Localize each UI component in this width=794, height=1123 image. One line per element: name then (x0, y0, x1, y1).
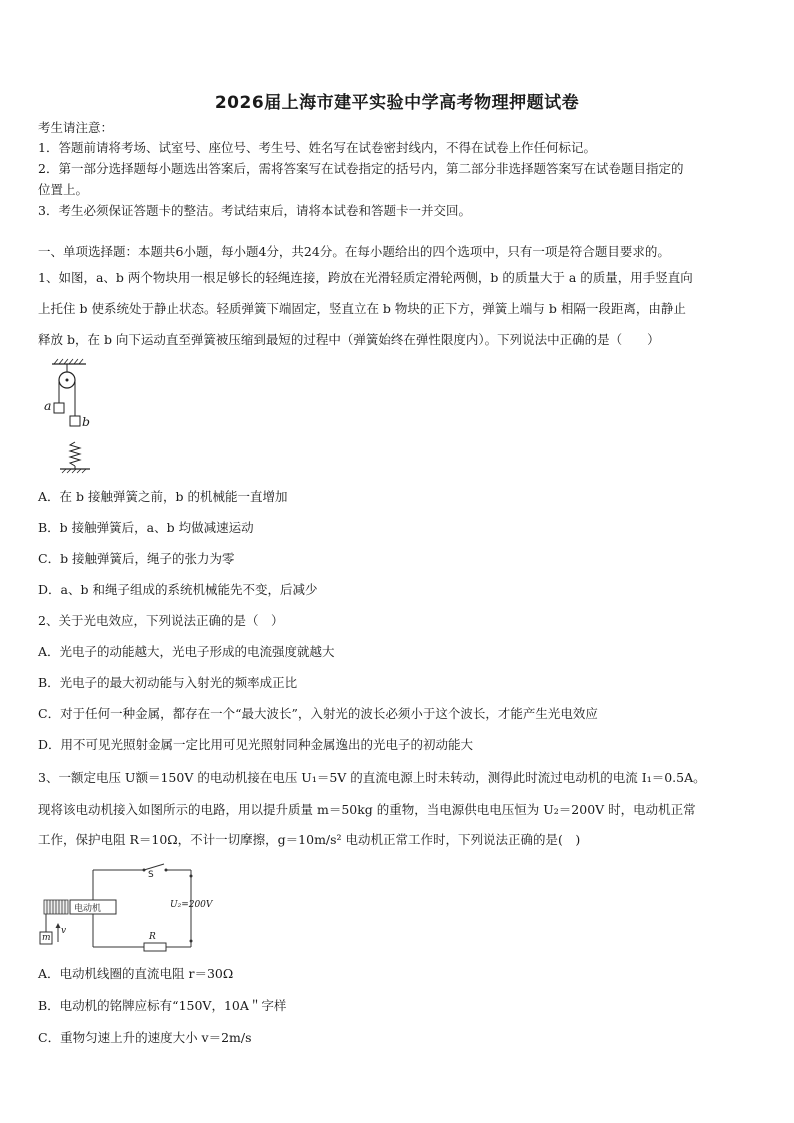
q1-pulley-figure (38, 358, 108, 478)
q2-option-a: A．光电子的动能越大，光电子形成的电流强度就越大 (38, 644, 335, 659)
q1-label-a: a (44, 398, 52, 413)
q3-option-b: B．电动机的铭牌应标有“150V，10A＂字样 (38, 998, 287, 1013)
q3-option-a: A．电动机线圈的直流电阻 r＝30Ω (38, 966, 234, 981)
q1-option-c: C．b 接触弹簧后，绳子的张力为零 (38, 551, 235, 566)
q2-option-c: C．对于任何一种金属，都存在一个“最大波长”，入射光的波长必须小于这个波长，才能产生光电效应 (38, 706, 598, 721)
q3-label-switch: S (148, 870, 154, 880)
q2-stem: 2、关于光电效应，下列说法正确的是（ ） (38, 613, 284, 628)
q1-stem-line-1: 1、如图，a、b 两个物块用一根足够长的轻绳连接，跨放在光滑轻质定滑轮两侧，b 的质量大于 a 的质量，用手竖直向 (38, 270, 693, 285)
notice-item-1: 1．答题前请将考场、试室号、座位号、考生号、姓名写在试卷密封线内，不得在试卷上作任何标记。 (38, 140, 596, 155)
q3-stem-line-2: 现将该电动机接入如图所示的电路，用以提升质量 m＝50kg 的重物，当电源供电电压恒为 U₂＝200V 时，电动机正常 (38, 802, 696, 817)
q3-stem-line-3: 工作，保护电阻 R＝10Ω，不计一切摩擦，g＝10m/s² 电动机正常工作时，下列说法正确的是( ) (38, 832, 581, 847)
q1-stem-line-3: 释放 b，在 b 向下运动直至弹簧被压缩到最短的过程中（弹簧始终在弹性限度内）。下列说法中正确的是（ ） (38, 332, 660, 347)
q3-label-resistor: R (149, 932, 156, 942)
q1-stem-line-2: 上托住 b 使系统处于静止状态。轻质弹簧下端固定，竖直立在 b 物块的正下方，弹簧上端与 b 相隔一段距离，由静止 (38, 301, 686, 316)
q3-option-c: C．重物匀速上升的速度大小 v＝2m/s (38, 1030, 252, 1045)
page-title: 2026届上海市建平实验中学高考物理押题试卷 (214, 93, 580, 113)
notice-heading: 考生请注意： (38, 120, 114, 135)
notice-item-2-cont: 位置上。 (38, 182, 89, 197)
q1-option-d: D．a、b 和绳子组成的系统机械能先不变，后减少 (38, 582, 318, 597)
q3-label-voltage: U₂=200V (170, 900, 213, 910)
notice-item-2: 2．第一部分选择题每小题选出答案后，需将答案写在试卷指定的括号内，第二部分非选择题答案写在试卷题目指定的 (38, 161, 684, 176)
q3-label-motor: 电动机 (74, 904, 102, 914)
q3-label-velocity: v (61, 926, 67, 936)
q1-option-a: A．在 b 接触弹簧之前，b 的机械能一直增加 (38, 489, 288, 504)
q1-label-b: b (82, 414, 91, 429)
notice-item-3: 3．考生必须保证答题卡的整洁。考试结束后，请将本试卷和答题卡一并交回。 (38, 203, 471, 218)
q3-stem-line-1: 3、一额定电压 U额＝150V 的电动机接在电压 U₁＝5V 的直流电源上时未转动，测得此时流过电动机的电流 I₁＝0.5A。 (38, 770, 706, 785)
q2-option-d: D．用不可见光照射金属一定比用可见光照射同种金属逸出的光电子的初动能大 (38, 737, 474, 752)
q1-option-b: B．b 接触弹簧后，a、b 均做减速运动 (38, 520, 254, 535)
q3-label-mass: m (42, 933, 51, 943)
section-heading: 一、单项选择题：本题共6小题，每小题4分，共24分。在每小题给出的四个选项中，只有一项是符合题目要求的。 (38, 244, 670, 259)
q2-option-b: B．光电子的最大初动能与入射光的频率成正比 (38, 675, 298, 690)
